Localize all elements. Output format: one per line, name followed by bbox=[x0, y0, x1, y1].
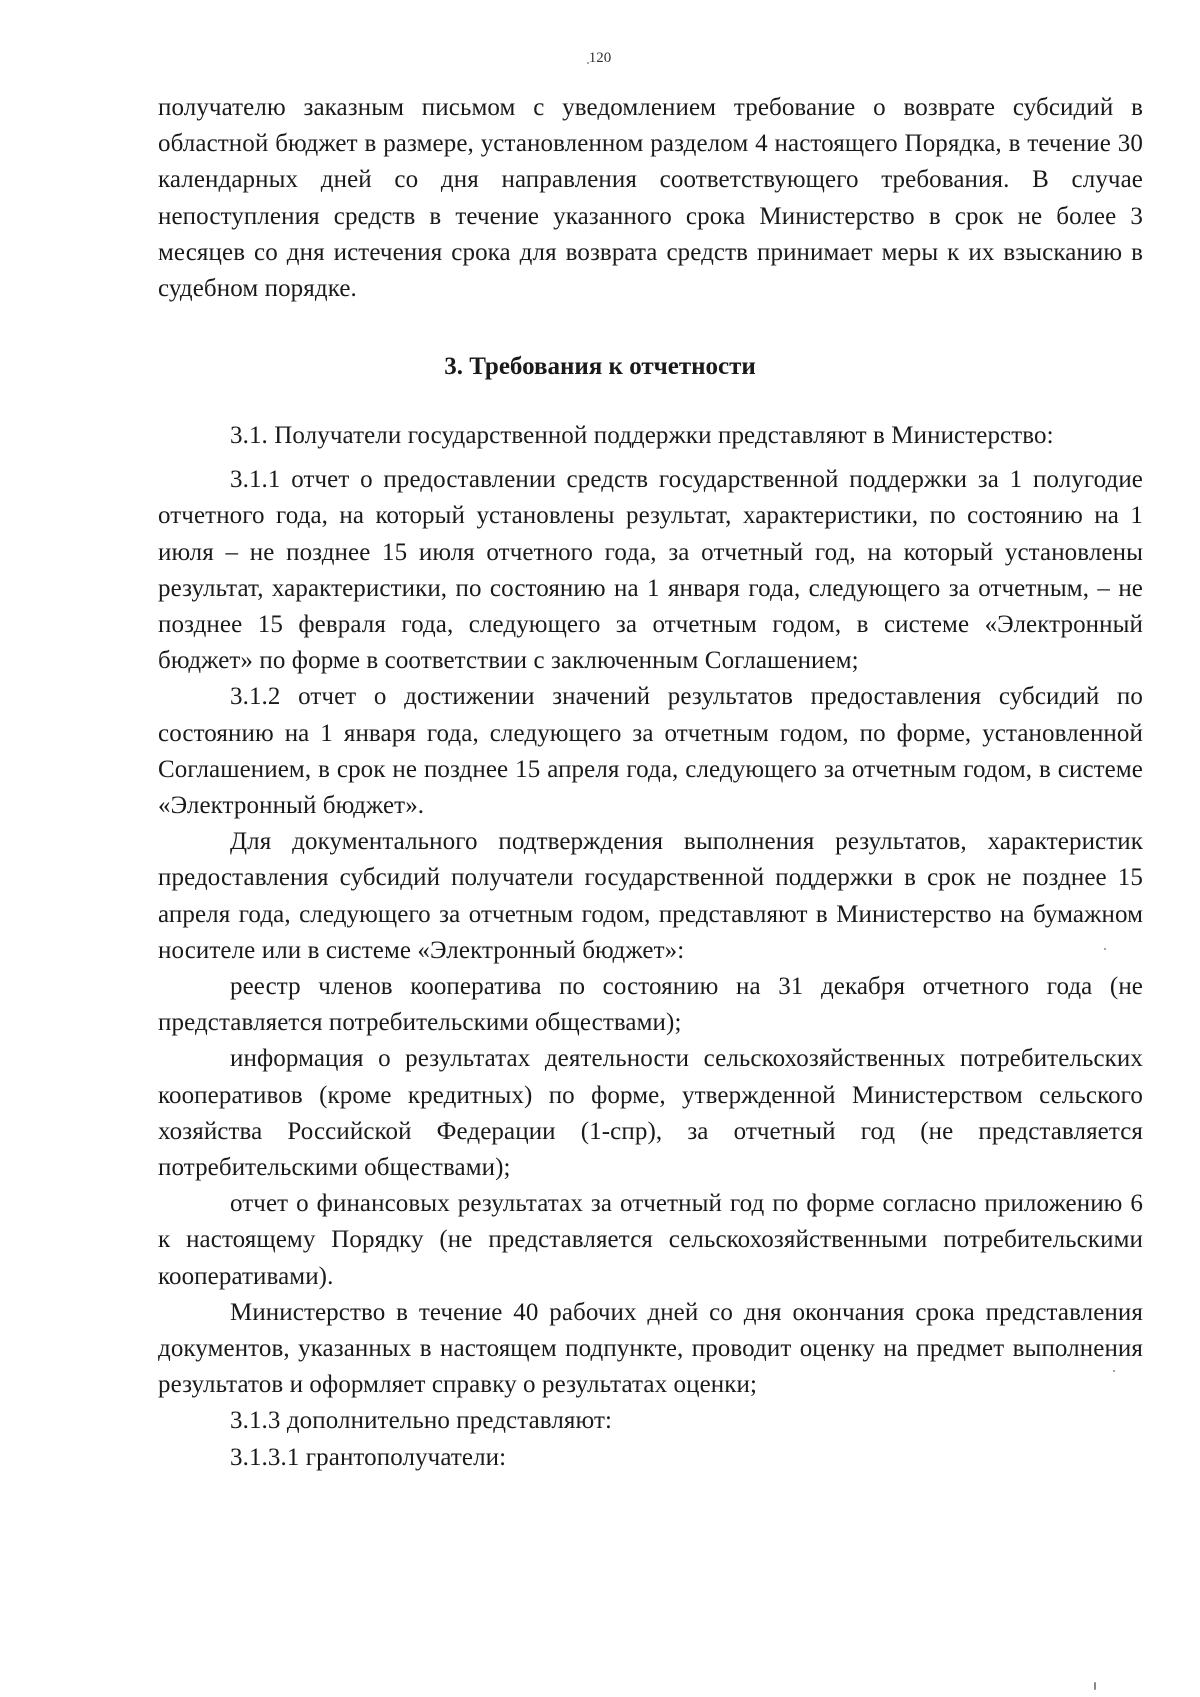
scan-speck bbox=[587, 62, 589, 64]
list-item-registry: реестр членов кооператива по состоянию на 31 декабря отчетного года (не представляется потребительскими обществами); bbox=[158, 973, 1143, 1037]
scan-speck bbox=[1104, 948, 1106, 950]
scan-speck bbox=[1094, 1682, 1096, 1690]
page-number: 120 bbox=[588, 50, 612, 66]
scan-speck bbox=[1113, 1370, 1115, 1372]
section-heading: 3. Требования к отчетности bbox=[444, 353, 756, 380]
paragraph-3-1-3: 3.1.3 дополнительно представляют: bbox=[230, 1407, 613, 1435]
paragraph-3-1-2: 3.1.2 отчет о достижении значений результатов предоставления субсидий по состоянию на 1 января года, следующего за отчетным годом, по форме, установленной Соглашением, в срок не позднее 15 апреля года, следующего за отчетным годом, в системе «Электронный бюджет». bbox=[158, 683, 1143, 820]
paragraph-ministry-evaluation: Министерство в течение 40 рабочих дней со дня окончания срока представления документов, указанных в настоящем подпункте, проводит оценку на предмет выполнения результатов и оформляет справку о результатах оценки; bbox=[158, 1298, 1143, 1399]
paragraph-3-1-3-1: 3.1.3.1 грантополучатели: bbox=[230, 1443, 507, 1471]
section-body bbox=[158, 418, 1143, 1476]
paragraph-3-1-1: 3.1.1 отчет о предоставлении средств государственной поддержки за 1 полугодие отчетного года, на который установлены результат, характеристики, по состоянию на 1 июля – не позднее 15 июля отчетного года, за отчетный год, на который установлены результат, характеристики, по состоянию на 1 января года, следующего за отчетным, – не позднее 15 февраля года, следующего за отчетным годом, в системе «Электронный бюджет» по форме в соответствии с заключенным Соглашением; bbox=[158, 466, 1143, 675]
paragraph-confirmation: Для документального подтверждения выполнения результатов, характеристик предоставления субсидий получатели государственной поддержки в срок не позднее 15 апреля года, следующего за отчетным годом, представляют в Министерство на бумажном носителе или в системе «Электронный бюджет»: bbox=[158, 828, 1143, 964]
intro-paragraph: получателю заказным письмом с уведомлением требование о возврате субсидий в областной бюджет в размере, установленном разделом 4 настоящего Порядка, в течение 30 календарных дней со дня направления соответствующего требования. В случае непоступления средств в течение указанного срока Министерство в срок не более 3 месяцев со дня истечения срока для возврата средств принимает меры к их взысканию в судебном порядке. bbox=[158, 94, 1143, 303]
list-item-financial-report: отчет о финансовых результатах за отчетный год по форме согласно приложению 6 к настоящему Порядку (не представляется сельскохозяйственными потребительскими кооперативами). bbox=[158, 1190, 1143, 1290]
list-item-activity-info: информация о результатах деятельности сельскохозяйственных потребительских кооперативов (кроме кредитных) по форме, утвержденной Министерством сельского хозяйства Российской Федерации (1-спр), за отчетный год (не представляется потребительскими обществами); bbox=[158, 1045, 1143, 1182]
paragraph-3-1: 3.1. Получатели государственной поддержки представляют в Министерство: bbox=[230, 422, 1054, 449]
intro-paragraph-block bbox=[158, 90, 1143, 307]
